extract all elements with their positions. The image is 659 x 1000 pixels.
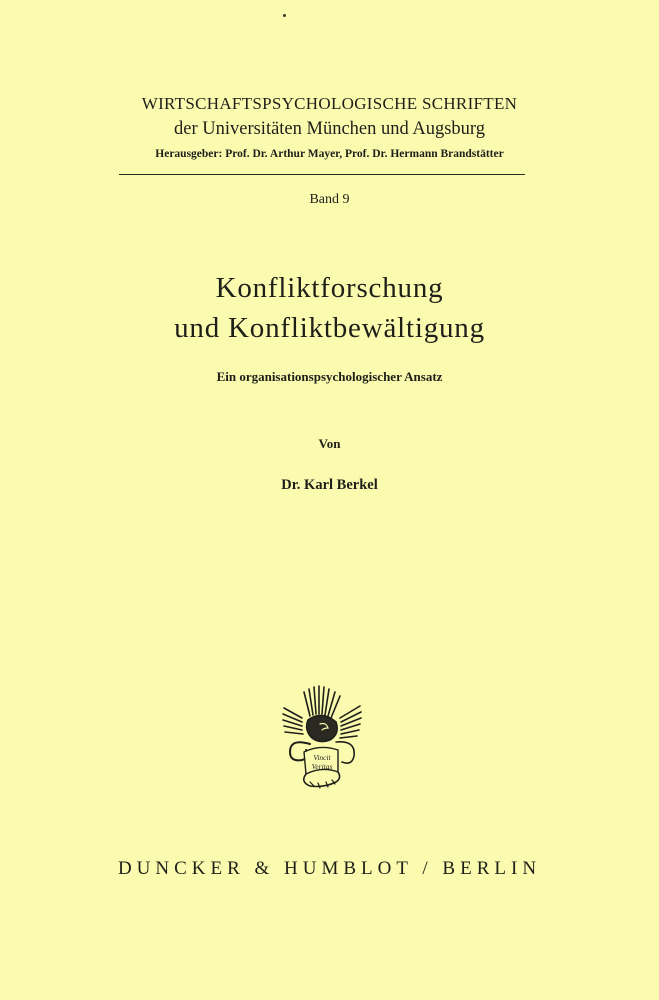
book-subtitle: Ein organisationspsychologischer Ansatz xyxy=(216,369,443,384)
author-name: Dr. Karl Berkel xyxy=(281,477,378,493)
by-label: Von xyxy=(318,436,341,451)
series-editors: Herausgeber: Prof. Dr. Arthur Mayer, Prof. Dr. Hermann Brandstätter xyxy=(155,148,504,160)
series-title: WIRTSCHAFTSPSYCHOLOGISCHE SCHRIFTEN xyxy=(141,94,518,113)
publisher-eagle-emblem-icon xyxy=(280,682,364,790)
print-speck xyxy=(283,14,286,17)
series-subtitle: der Universitäten München und Augsburg xyxy=(173,119,486,139)
emblem-motto-line-1: Vincit xyxy=(313,753,331,762)
emblem-motto-line-2: Veritas xyxy=(311,762,333,771)
publisher-imprint: DUNCKER & HUMBLOT / BERLIN xyxy=(117,858,542,879)
book-title-line-1: Konfliktforschung xyxy=(215,272,444,304)
horizontal-rule xyxy=(119,174,525,175)
volume-number: Band 9 xyxy=(309,192,350,207)
book-title-line-2: und Konfliktbewältigung xyxy=(174,312,485,344)
